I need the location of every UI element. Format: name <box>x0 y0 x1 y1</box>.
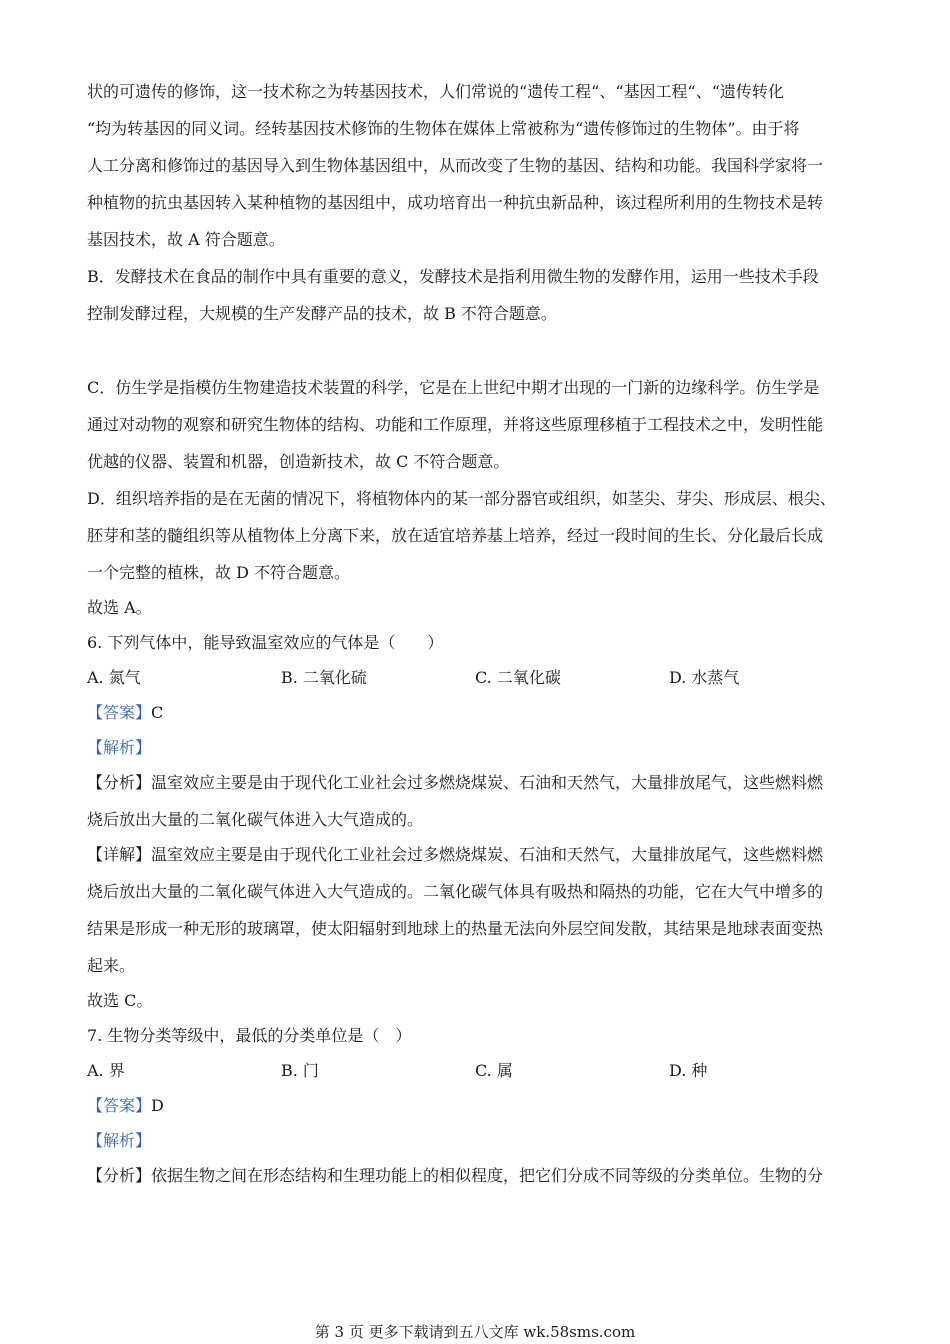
answer-tag: 【答案】 <box>87 1096 152 1115</box>
q7-option-a: A. 界 <box>87 1061 125 1080</box>
q7-option-b: B. 门 <box>281 1061 319 1080</box>
detail-text: 温室效应主要是由于现代化工业社会过多燃烧煤炭、石油和天然气，大量排放尾气，这些燃料燃 <box>151 845 824 864</box>
q6-option-d: D. 水蒸气 <box>669 668 740 687</box>
text-line: 烧后放出大量的二氧化碳气体进入大气造成的。 <box>87 810 424 829</box>
q7-option-c: C. 属 <box>475 1061 513 1080</box>
answer-tag: 【答案】 <box>87 703 152 722</box>
q7-option-d: D. 种 <box>669 1061 708 1080</box>
text-line: 结果是形成一种无形的玻璃罩，使太阳辐射到地球上的热量无法向外层空间发散，其结果是地球表面变热 <box>87 919 824 938</box>
detail-tag: 【详解】 <box>87 845 152 864</box>
q6-answer-line <box>87 703 163 723</box>
q7-analysis-tag <box>87 1131 151 1151</box>
text-line: 优越的仪器、装置和机器，创造新技术，故 C 不符合题意。 <box>87 452 510 471</box>
answer-value: C <box>151 703 164 722</box>
fenxi-tag: 【分析】 <box>87 773 152 792</box>
text-line: 人工分离和修饰过的基因导入到生物体基因组中，从而改变了生物的基因、结构和功能。我国科学家将一 <box>87 156 824 175</box>
text-line: B．发酵技术在食品的制作中具有重要的意义，发酵技术是指利用微生物的发酵作用，运用一些技术手段 <box>87 267 819 286</box>
q6-option-b: B. 二氧化硫 <box>281 668 367 687</box>
question-6-stem: 6. 下列气体中，能导致温室效应的气体是（ ） <box>87 633 444 652</box>
text-line: 通过对动物的观察和研究生物体的结构、功能和工作原理，并将这些原理移植于工程技术之中，发明性能 <box>87 415 824 434</box>
text-line: 烧后放出大量的二氧化碳气体进入大气造成的。二氧化碳气体具有吸热和隔热的功能，它在大气中增多的 <box>87 882 824 901</box>
q6-analysis-tag <box>87 738 151 758</box>
text-line: C．仿生学是指模仿生物建造技术装置的科学，它是在上世纪中期才出现的一门新的边缘科学。仿生学是 <box>87 378 820 397</box>
text-line: 控制发酵过程，大规模的生产发酵产品的技术，故 B 不符合题意。 <box>87 304 557 323</box>
analysis-tag: 【解析】 <box>87 738 152 757</box>
q6-option-c: C. 二氧化碳 <box>475 668 561 687</box>
fenxi-text: 依据生物之间在形态结构和生理功能上的相似程度，把它们分成不同等级的分类单位。生物的分 <box>151 1166 824 1185</box>
answer-value: D <box>151 1096 164 1115</box>
q6-detail-line <box>87 845 823 865</box>
q6-option-a: A. 氮气 <box>87 668 141 687</box>
text-line: 基因技术，故 A 符合题意。 <box>87 230 285 249</box>
fenxi-text: 温室效应主要是由于现代化工业社会过多燃烧煤炭、石油和天然气，大量排放尾气，这些燃料燃 <box>151 773 824 792</box>
text-line: D．组织培养指的是在无菌的情况下，将植物体内的某一部分器官或组织，如茎尖、芽尖、形成层、根尖、 <box>87 489 836 508</box>
conclusion-text: 故选 C。 <box>87 991 153 1010</box>
text-line: “均为转基因的同义词。经转基因技术修饰的生物体在媒体上常被称为“遗传修饰过的生物体”。由于将 <box>87 119 800 138</box>
text-line: 状的可遗传的修饰，这一技术称之为转基因技术，人们常说的“遗传工程“、“基因工程“、“遗传转化 <box>87 82 784 101</box>
q7-answer-line <box>87 1096 164 1116</box>
text-line: 一个完整的植株，故 D 不符合题意。 <box>87 563 351 582</box>
text-line: 种植物的抗虫基因转入某种植物的基因组中，成功培育出一种抗虫新品种，该过程所利用的生物技术是转 <box>87 193 824 212</box>
q6-fenxi-line <box>87 773 823 793</box>
question-7-stem: 7. 生物分类等级中，最低的分类单位是（ ） <box>87 1026 412 1045</box>
text-line: 起来。 <box>87 956 136 975</box>
analysis-tag: 【解析】 <box>87 1131 152 1150</box>
conclusion-text: 故选 A。 <box>87 598 152 617</box>
fenxi-tag: 【分析】 <box>87 1166 152 1185</box>
text-line: 胚芽和茎的髓组织等从植物体上分离下来，放在适宜培养基上培养，经过一段时间的生长、分化最后长成 <box>87 526 824 545</box>
q7-fenxi-line <box>87 1166 823 1186</box>
page-footer: 第 3 页 更多下载请到五八文库 wk.58sms.com <box>314 1323 636 1341</box>
